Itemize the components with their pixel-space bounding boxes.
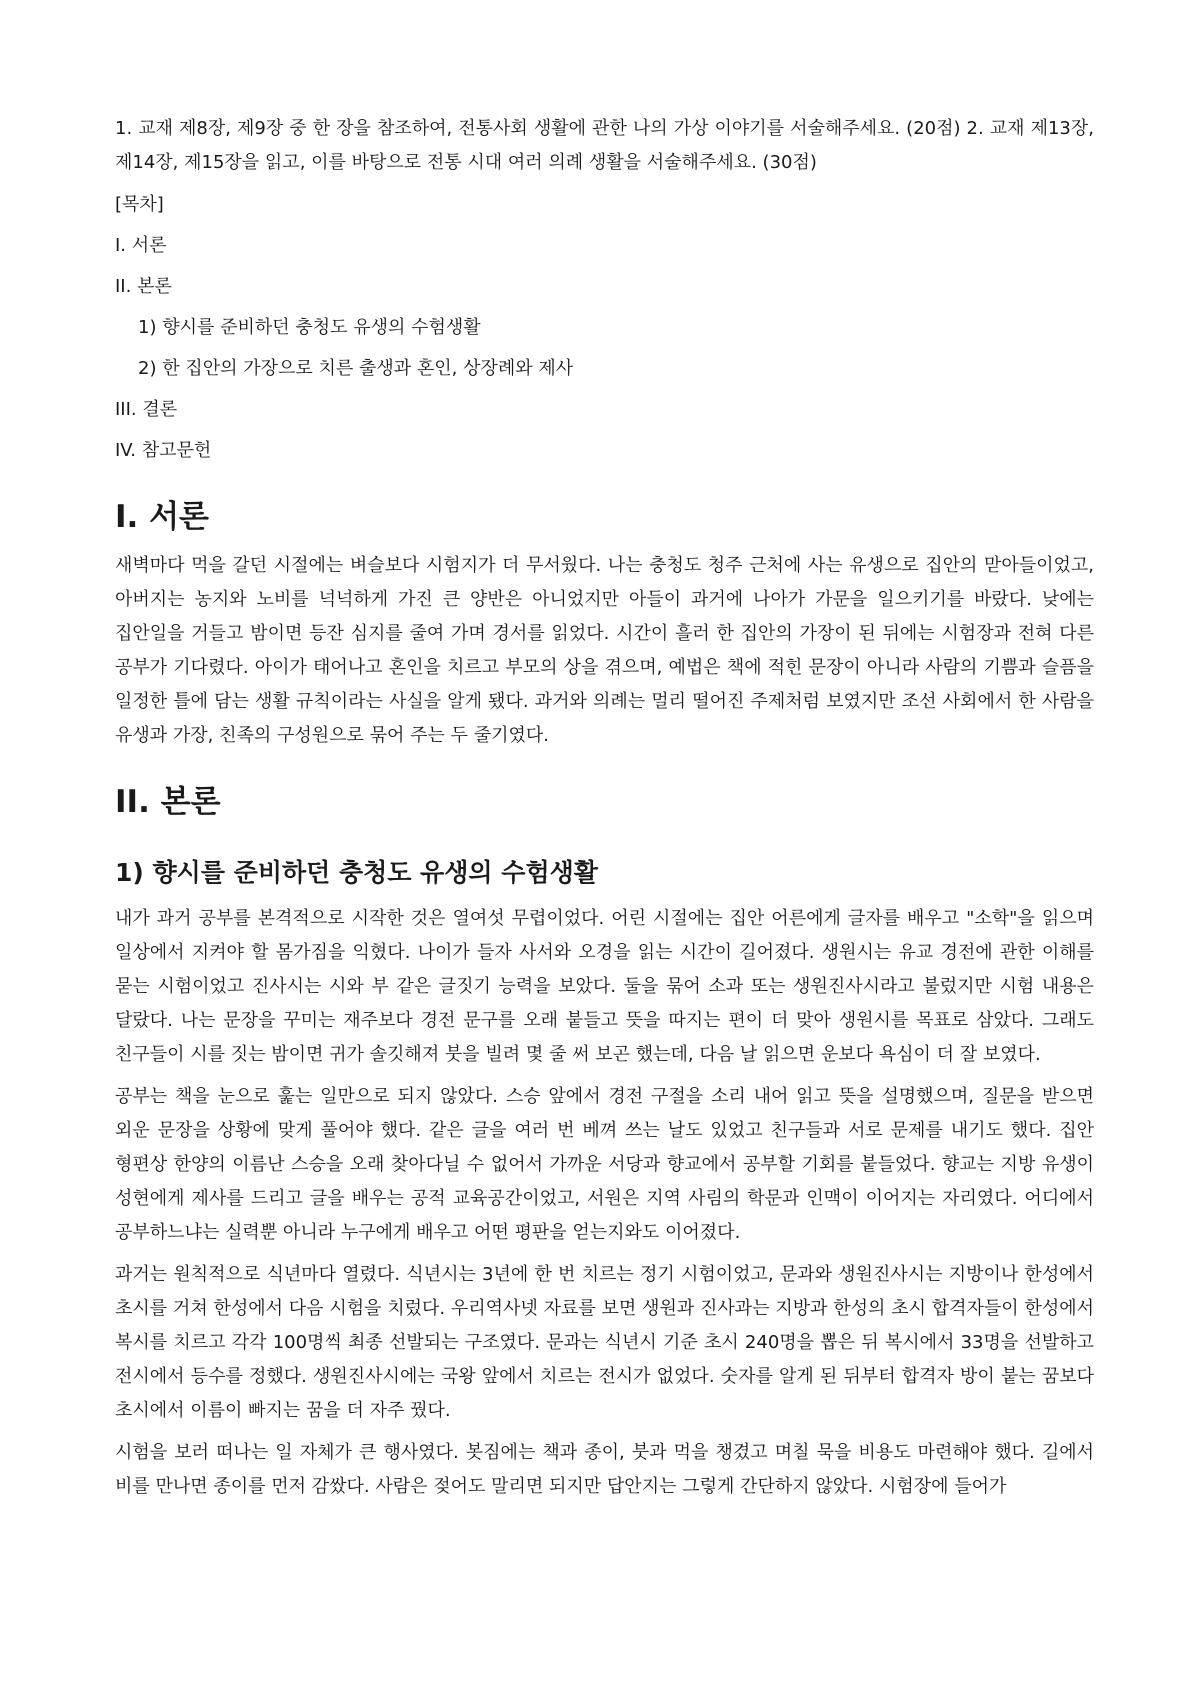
toc-item: II. 본론	[115, 276, 172, 297]
toc-item: I. 서론	[115, 235, 167, 256]
intro-paragraph: 새벽마다 먹을 갈던 시절에는 벼슬보다 시험지가 더 무서웠다. 나는 충청도 청주 근처에 사는 유생으로 집안의 맏아들이었고, 아버지는 농지와 노비를 넉넉하게 가진 큰 양반은 아니었지만 아들이 과거에 나아가 가문을 일으키기를 바랐다. 낮에는 집안일을 거들고 밤이면 등잔 심지를 줄여 가며 경서를 읽었다. 시간이 흘러 한 집안의 가장이 된 뒤에는 시험장과 전혀 다른 공부가 기다렸다. 아이가 태어나고 혼인을 치르고 부모의 상을 겪으며, 예법은 책에 적힌 문장이 아니라 사람의 기쁨과 슬픔을 일정한 틀에 담는 생활 규칙이라는 사실을 알게 됐다. 과거와 의례는 멀리 떨어진 주제처럼 보였지만 조선 사회에서 한 사람을 유생과 가장, 친족의 구성원으로 묶어 주는 두 줄기였다.	[115, 555, 1094, 746]
assignment-prompt: 1. 교재 제8장, 제9장 중 한 장을 참조하여, 전통사회 생활에 관한 나의 가상 이야기를 서술해주세요. (20점) 2. 교재 제13장, 제14장, 제15장을 읽고, 이를 바탕으로 전통 시대 여러 의례 생활을 서술해주세요. (30점)	[115, 118, 1094, 173]
section-heading-body: II. 본론	[115, 784, 221, 820]
body-paragraph: 공부는 책을 눈으로 훑는 일만으로 되지 않았다. 스승 앞에서 경전 구절을 소리 내어 읽고 뜻을 설명했으며, 질문을 받으면 외운 문장을 상황에 맞게 풀어야 했다. 같은 글을 여러 번 베껴 쓰는 날도 있었고 친구들과 서로 문제를 내기도 했다. 집안 형편상 한양의 이름난 스승을 오래 찾아다닐 수 없어서 가까운 서당과 향교에서 공부할 기회를 붙들었다. 향교는 지방 유생이 성현에게 제사를 드리고 글을 배우는 공적 교육공간이었고, 서원은 지역 사림의 학문과 인맥이 이어지는 자리였다. 어디에서 공부하느냐는 실력뿐 아니라 누구에게 배우고 어떤 평판을 얻는지와도 이어졌다.	[115, 1086, 1094, 1243]
body-paragraph: 내가 과거 공부를 본격적으로 시작한 것은 열여섯 무렵이었다. 어린 시절에는 집안 어른에게 글자를 배우고 "소학"을 읽으며 일상에서 지켜야 할 몸가짐을 익혔다. 나이가 들자 사서와 오경을 읽는 시간이 길어졌다. 생원시는 유교 경전에 관한 이해를 묻는 시험이었고 진사시는 시와 부 같은 글짓기 능력을 보았다. 둘을 묶어 소과 또는 생원진사시라고 불렀지만 시험 내용은 달랐다. 나는 문장을 꾸미는 재주보다 경전 문구를 오래 붙들고 뜻을 따지는 편이 더 맞아 생원시를 목표로 삼았다. 그래도 친구들이 시를 짓는 밤이면 귀가 솔깃해져 붓을 빌려 몇 줄 써 보곤 했는데, 다음 날 읽으면 운보다 욕심이 더 잘 보였다.	[115, 908, 1094, 1065]
toc-item: 2) 한 집안의 가장으로 치른 출생과 혼인, 상장례와 제사	[138, 358, 574, 379]
table-of-contents	[115, 188, 1094, 468]
body-paragraph: 과거는 원칙적으로 식년마다 열렸다. 식년시는 3년에 한 번 치르는 정기 시험이었고, 문과와 생원진사시는 지방이나 한성에서 초시를 거쳐 한성에서 다음 시험을 치렀다. 우리역사넷 자료를 보면 생원과 진사과는 지방과 한성의 초시 합격자들이 한성에서 복시를 치르고 각각 100명씩 최종 선발되는 구조였다. 문과는 식년시 기준 초시 240명을 뽑은 뒤 복시에서 33명을 선발하고 전시에서 등수를 정했다. 생원진사시에는 국왕 앞에서 치르는 전시가 없었다. 숫자를 알게 된 뒤부터 합격자 방이 붙는 꿈보다 초시에서 이름이 빠지는 꿈을 더 자주 꿨다.	[115, 1264, 1094, 1421]
toc-item: 1) 향시를 준비하던 충청도 유생의 수험생활	[138, 317, 481, 338]
toc-item: IV. 참고문헌	[115, 440, 212, 461]
section-heading-intro: I. 서론	[115, 499, 209, 535]
body-paragraph: 시험을 보러 떠나는 일 자체가 큰 행사였다. 봇짐에는 책과 종이, 붓과 먹을 챙겼고 며칠 묵을 비용도 마련해야 했다. 길에서 비를 만나면 종이를 먼저 감쌌다. 사람은 젖어도 말리면 되지만 답안지는 그렇게 간단하지 않았다. 시험장에 들어가	[115, 1442, 1094, 1497]
toc-title: [목차]	[115, 194, 164, 215]
toc-item: III. 결론	[115, 399, 178, 420]
subsection-heading-1: 1) 향시를 준비하던 충청도 유생의 수험생활	[115, 858, 598, 887]
